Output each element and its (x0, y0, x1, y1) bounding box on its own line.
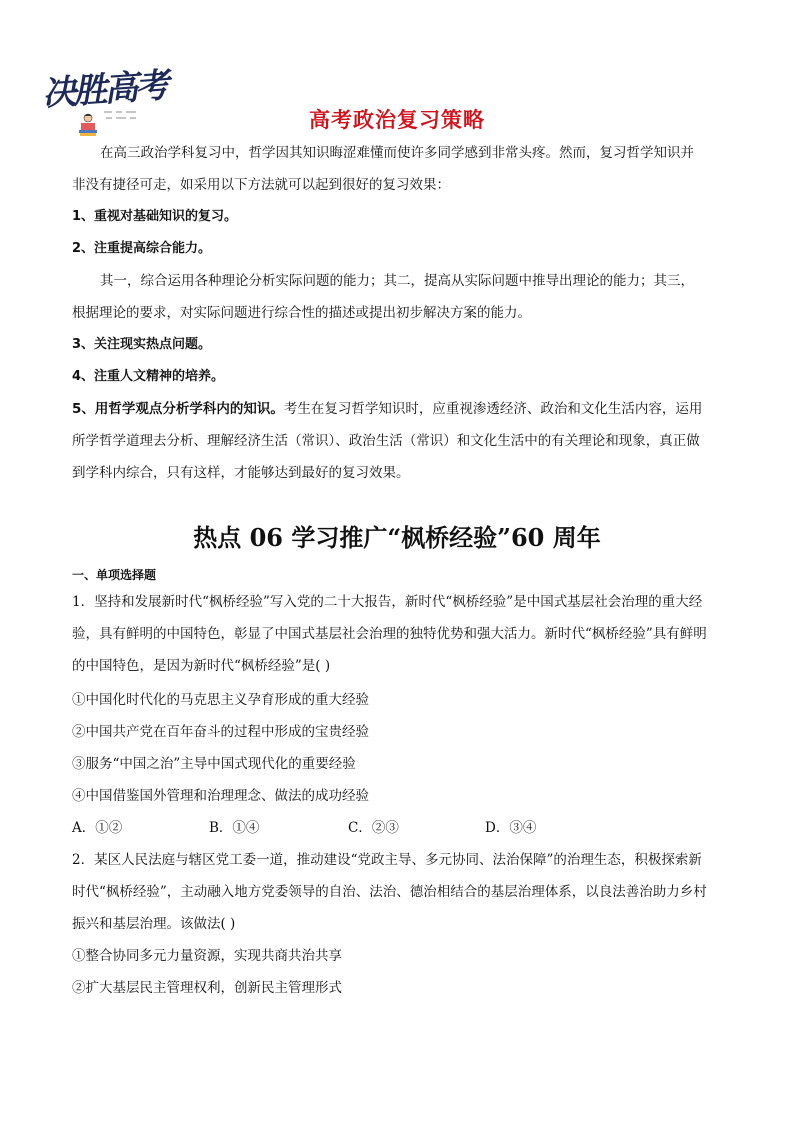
q2-statement-1: ①整合协同多元力量资源，实现共商共治共享 (72, 948, 342, 964)
q1-line-3: 的中国特色，是因为新时代“枫桥经验”是( ) (72, 658, 331, 674)
q1-statement-3: ③服务“中国之治”主导中国式现代化的重要经验 (72, 756, 356, 772)
q1-line-1: 1．坚持和发展新时代“枫桥经验”写入党的二十大报告，新时代“枫桥经验”是中国式基层社会治理的重大经 (72, 594, 703, 610)
q1-option-c: C．②③ (348, 820, 399, 836)
q1-line-2: 验，具有鲜明的中国特色，彰显了中国式基层社会治理的独特优势和强大活力。新时代“枫桥经验”具有鲜明 (72, 626, 707, 642)
point-3: 3、关注现实热点问题。 (72, 337, 212, 352)
q2-line-1: 2．某区人民法庭与辖区党工委一道，推动建设“党政主导、多元协同、法治保障”的治理生态，积极探索新 (72, 852, 702, 868)
intro-line-2: 非没有捷径可走，如采用以下方法就可以起到很好的复习效果： (72, 177, 450, 193)
strategy-title: 高考政治复习策略 (309, 108, 485, 132)
q1-option-b: B．①④ (209, 820, 260, 836)
point-5-heading: 5、用哲学观点分析学科内的知识。 (72, 401, 284, 417)
point-2-detail-2: 根据理论的要求，对实际问题进行综合性的描述或提出初步解决方案的能力。 (72, 305, 531, 321)
point-5-line-3: 到学科内综合，只有这样，才能够达到最好的复习效果。 (72, 465, 410, 481)
point-2: 2、注重提高综合能力。 (72, 241, 212, 256)
intro-line-1: 在高三政治学科复习中，哲学因其知识晦涩难懂而使许多同学感到非常头疼。然而，复习哲学知识并 (100, 145, 694, 161)
q1-statement-4: ④中国借鉴国外管理和治理理念、做法的成功经验 (72, 788, 369, 804)
point-5-text: 考生在复习哲学知识时，应重视渗透经济、政治和文化生活内容，运用 (283, 401, 703, 417)
q2-line-2: 时代“枫桥经验”，主动融入地方党委领导的自治、法治、德治相结合的基层治理体系，以良法善治助力乡村 (72, 884, 707, 900)
q1-statement-2: ②中国共产党在百年奋斗的过程中形成的宝贵经验 (72, 724, 369, 740)
q2-statement-2: ②扩大基层民主管理权利，创新民主管理形式 (72, 980, 342, 996)
point-2-detail-1: 其一，综合运用各种理论分析实际问题的能力；其二，提高从实际问题中推导出理论的能力；其三， (100, 273, 694, 289)
q1-option-a: A．①② (72, 820, 123, 836)
point-4: 4、注重人文精神的培养。 (72, 369, 225, 384)
point-5-line-2: 所学哲学道理去分析、理解经济生活（常识）、政治生活（常识）和文化生活中的有关理论和现象，真正做 (72, 433, 700, 449)
section-label: 一、单项选择题 (72, 568, 157, 582)
q1-statement-1: ①中国化时代化的马克思主义孕育形成的重大经验 (72, 692, 369, 708)
logo-text: 决胜高考 (41, 65, 168, 115)
q2-line-3: 振兴和基层治理。该做法( ) (72, 916, 236, 932)
point-1: 1、重视对基础知识的复习。 (72, 209, 238, 224)
hotspot-title: 热点 06 学习推广“枫桥经验”60 周年 (193, 523, 601, 552)
point-5 (72, 399, 724, 419)
q1-option-d: D．③④ (485, 820, 537, 836)
